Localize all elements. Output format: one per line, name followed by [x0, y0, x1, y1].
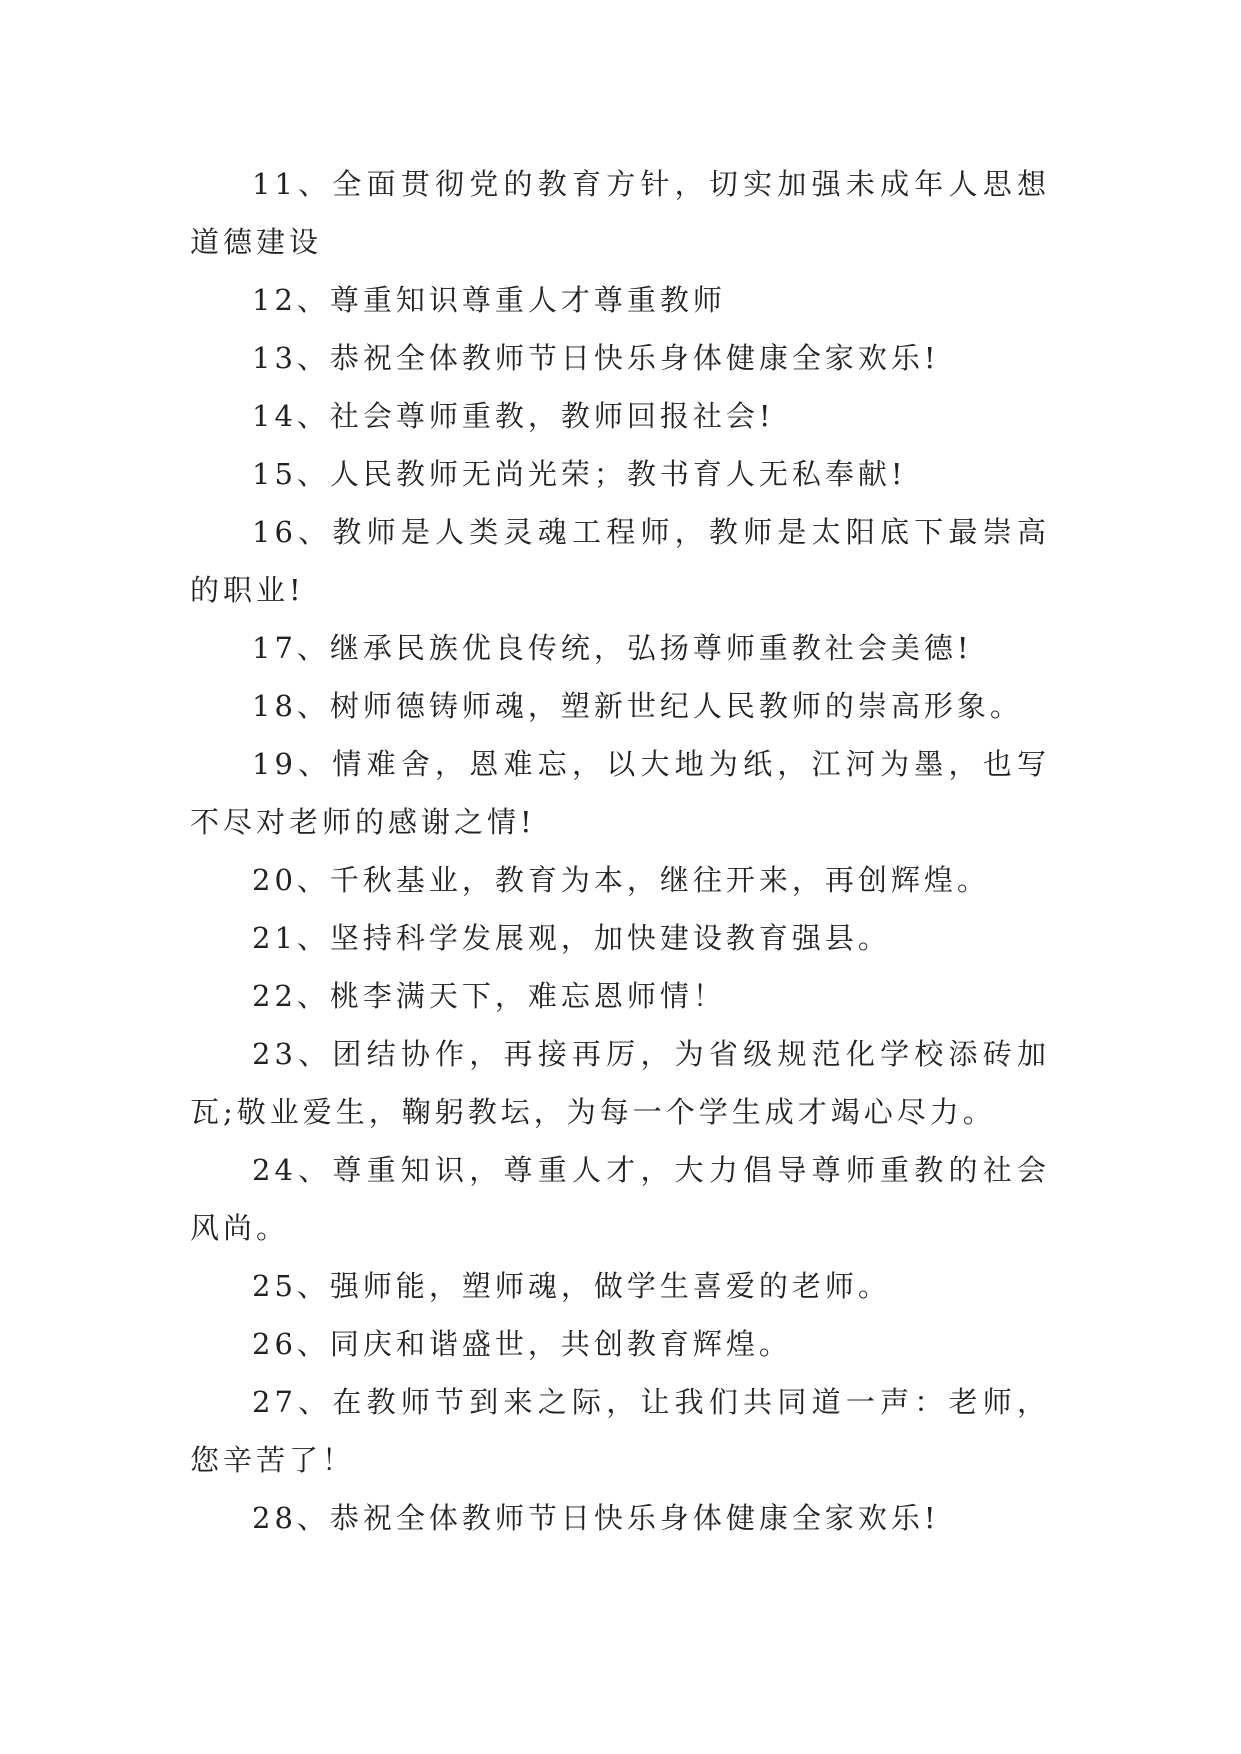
document-body — [190, 155, 1050, 1547]
paragraph-23: 23、团结协作，再接再厉，为省级规范化学校添砖加瓦;敬业爱生，鞠躬教坛，为每一个学生成才竭心尽力。 — [190, 1037, 1050, 1129]
paragraph-26: 26、同庆和谐盛世，共创教育辉煌。 — [252, 1327, 792, 1361]
paragraph-16: 16、教师是人类灵魂工程师，教师是太阳底下最崇高的职业! — [190, 515, 1050, 607]
paragraph-18: 18、树师德铸师魂，塑新世纪人民教师的崇高形象。 — [252, 689, 1023, 723]
paragraph-15: 15、人民教师无尚光荣；教书育人无私奉献! — [252, 457, 907, 491]
paragraph-28: 28、恭祝全体教师节日快乐身体健康全家欢乐! — [252, 1501, 940, 1535]
paragraph-24: 24、尊重知识，尊重人才，大力倡导尊师重教的社会风尚。 — [190, 1153, 1050, 1245]
paragraph-21: 21、坚持科学发展观，加快建设教育强县。 — [252, 921, 891, 955]
paragraph-27: 27、在教师节到来之际，让我们共同道一声：老师，您辛苦了！ — [190, 1385, 1050, 1477]
paragraph-22: 22、桃李满天下，难忘恩师情！ — [252, 979, 726, 1013]
paragraph-14: 14、社会尊师重教，教师回报社会! — [252, 399, 775, 433]
paragraph-20: 20、千秋基业，教育为本，继往开来，再创辉煌。 — [252, 863, 990, 897]
paragraph-11: 11、全面贯彻党的教育方针，切实加强未成年人思想道德建设 — [190, 167, 1050, 259]
paragraph-25: 25、强师能，塑师魂，做学生喜爱的老师。 — [252, 1269, 891, 1303]
paragraph-17: 17、继承民族优良传统，弘扬尊师重教社会美德! — [252, 631, 973, 665]
paragraph-13: 13、恭祝全体教师节日快乐身体健康全家欢乐! — [252, 341, 940, 375]
paragraph-19: 19、情难舍，恩难忘，以大地为纸，江河为墨，也写不尽对老师的感谢之情! — [190, 747, 1050, 839]
paragraph-12: 12、尊重知识尊重人才尊重教师 — [252, 283, 726, 317]
